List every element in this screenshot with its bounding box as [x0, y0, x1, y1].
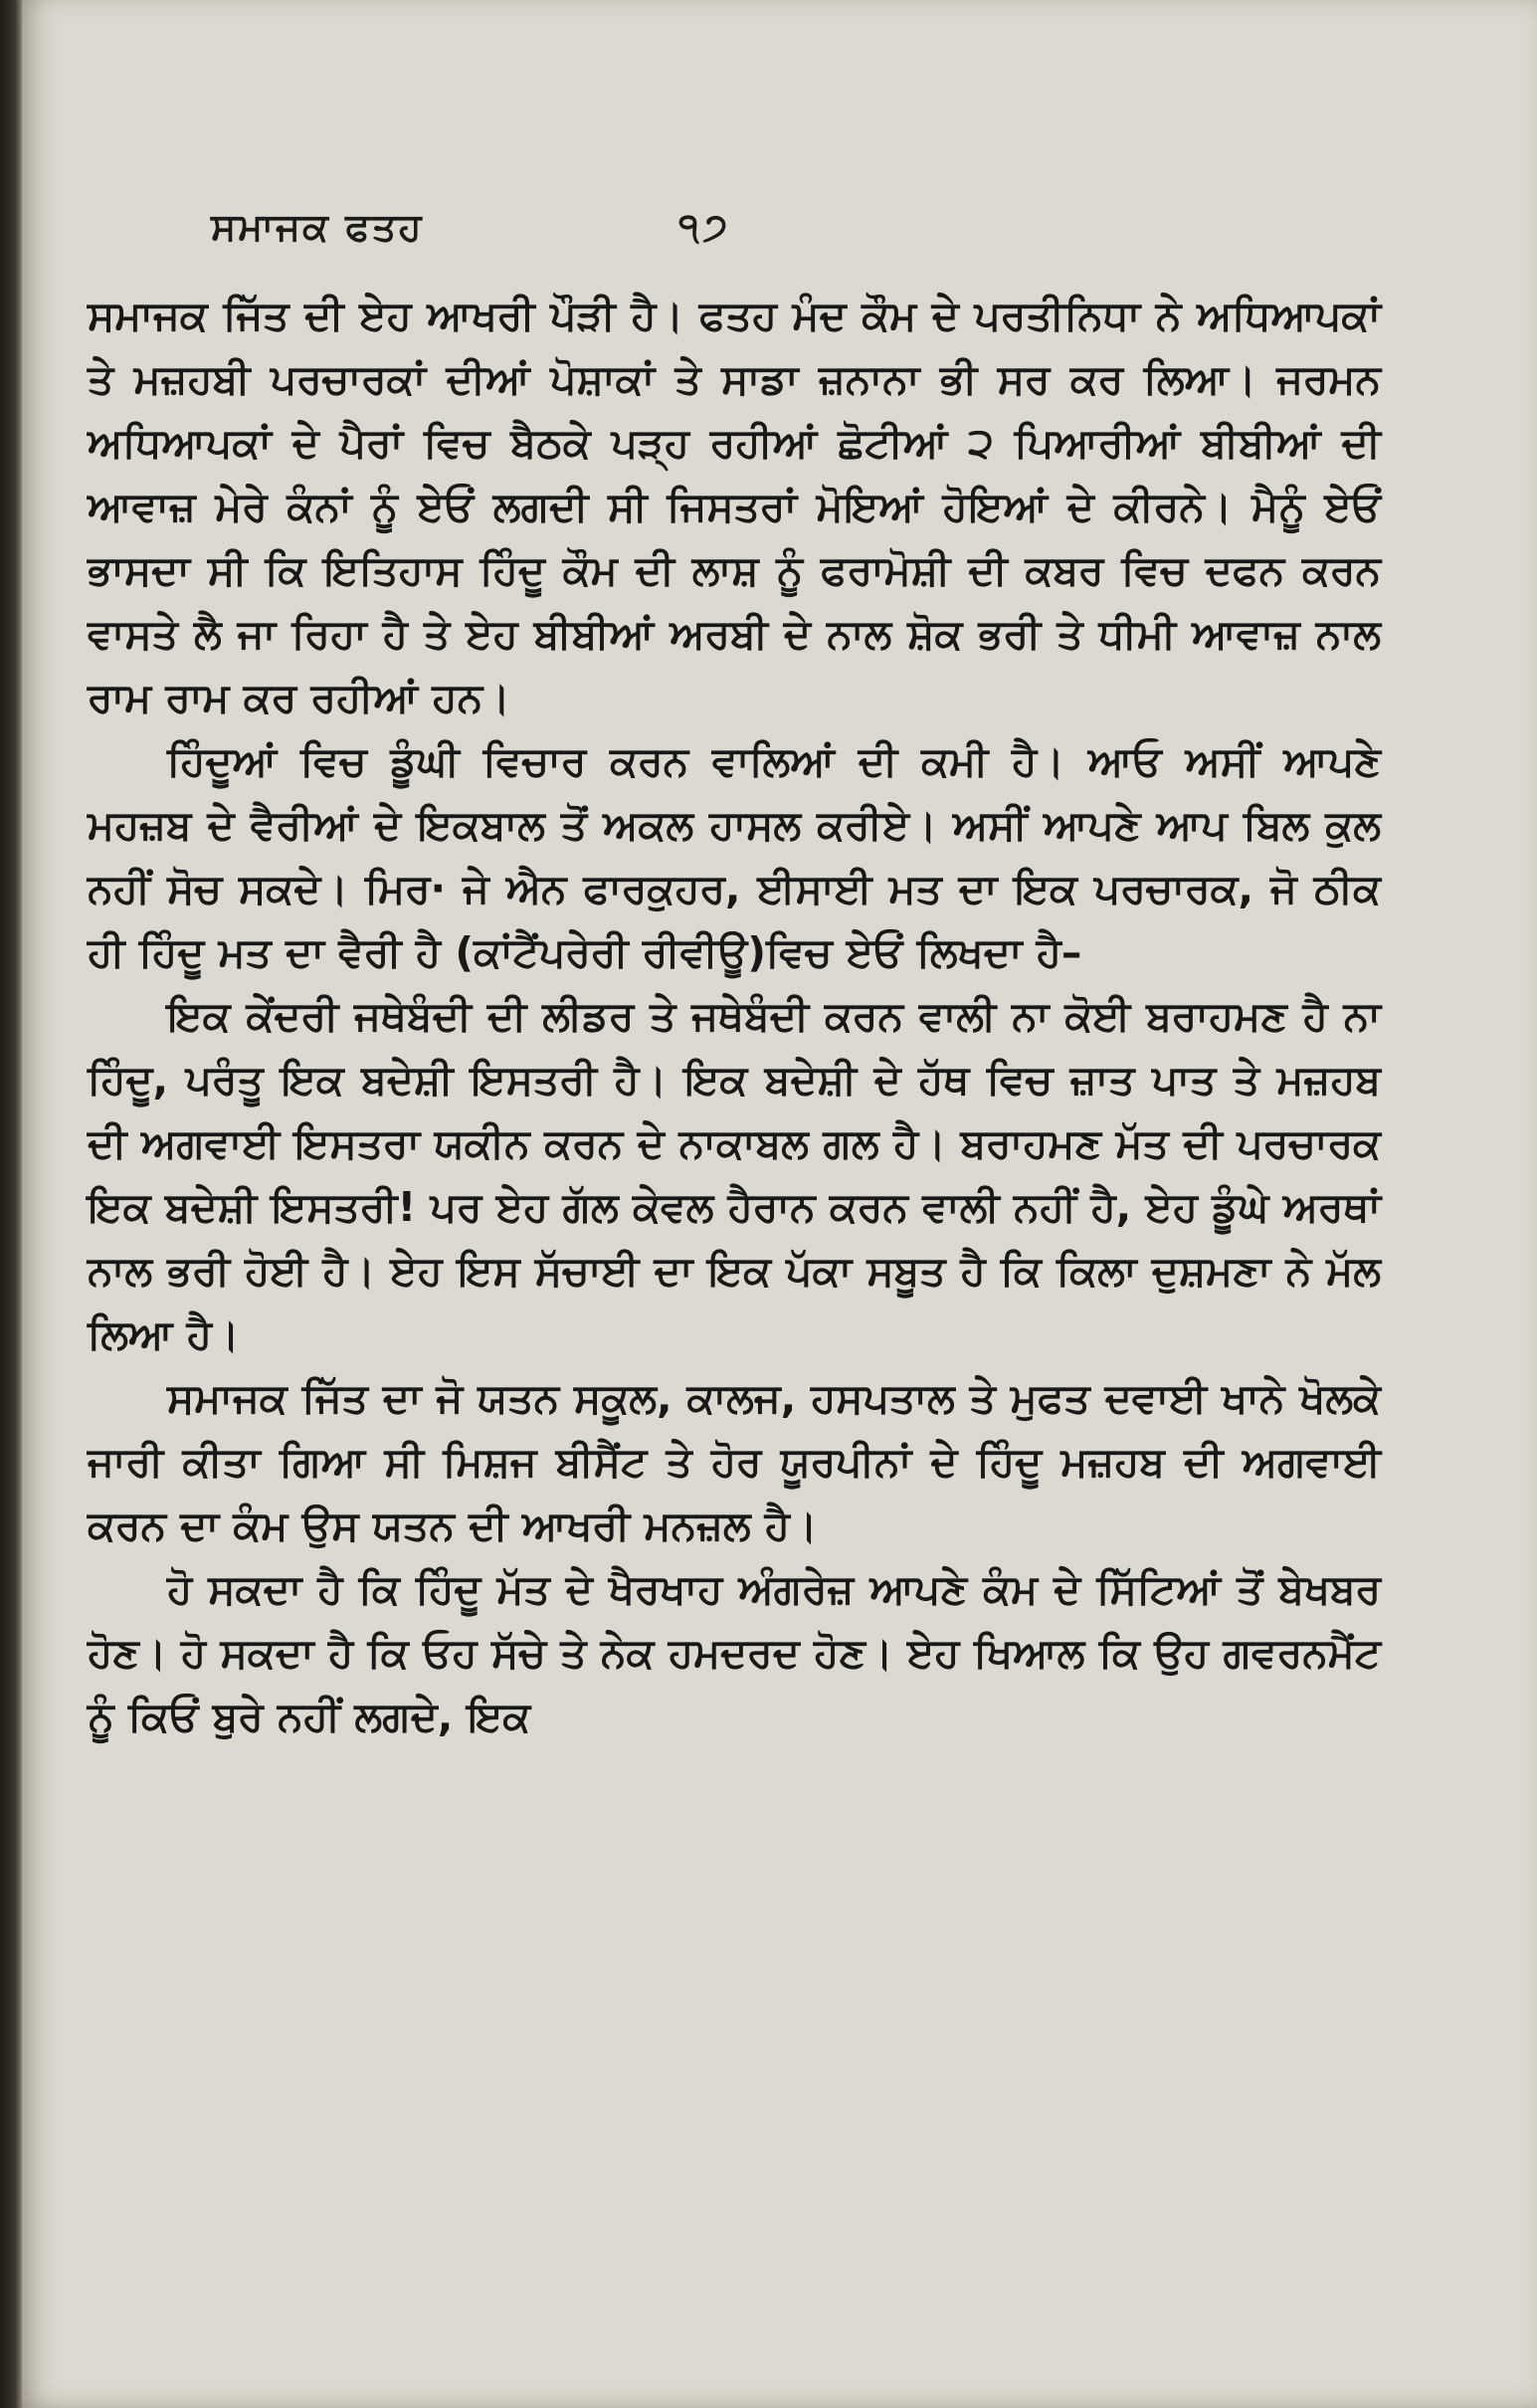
book-page: [22, 0, 1537, 2408]
body-text: [88, 284, 1381, 1748]
page-header: [211, 199, 828, 259]
running-title: ਸਮਾਜਕ ਫਤਹ: [211, 205, 424, 249]
paragraph-1: ਸਮਾਜਕ ਜਿੱਤ ਦੀ ਏਹ ਆਖਰੀ ਪੌੜੀ ਹੈ। ਫਤਹ ਮੰਦ ਕੌਮ ਦੇ ਪਰਤੀਨਿਧਾ ਨੇ ਅਧਿਆਪਕਾਂ ਤੇ ਮਜ਼ਹਬੀ ਪਰਚਾਰਕਾਂ ਦੀਆਂ ਪੋਸ਼ਾਕਾਂ ਤੇ ਸਾਡਾ ਜ਼ਨਾਨਾ ਭੀ ਸਰ ਕਰ ਲਿਆ। ਜਰਮਨ ਅਧਿਆਪਕਾਂ ਦੇ ਪੈਰਾਂ ਵਿਚ ਬੈਠਕੇ ਪੜ੍ਹ ਰਹੀਆਂ ਛੋਟੀਆਂ ੨ ਪਿਆਰੀਆਂ ਬੀਬੀਆਂ ਦੀ ਆਵਾਜ਼ ਮੇਰੇ ਕੰਨਾਂ ਨੂੰ ਏਓਂ ਲਗਦੀ ਸੀ ਜਿਸਤਰਾਂ ਮੋਇਆਂ ਹੋਇਆਂ ਦੇ ਕੀਰਨੇ। ਮੈਨੂੰ ਏਓਂ ਭਾਸਦਾ ਸੀ ਕਿ ਇਤਿਹਾਸ ਹਿੰਦੂ ਕੌਮ ਦੀ ਲਾਸ਼ ਨੂੰ ਫਰਾਮੋਸ਼ੀ ਦੀ ਕਬਰ ਵਿਚ ਦਫਨ ਕਰਨ ਵਾਸਤੇ ਲੈ ਜਾ ਰਿਹਾ ਹੈ ਤੇ ਏਹ ਬੀਬੀਆਂ ਅਰਬੀ ਦੇ ਨਾਲ ਸ਼ੋਕ ਭਰੀ ਤੇ ਧੀਮੀ ਆਵਾਜ਼ ਨਾਲ ਰਾਮ ਰਾਮ ਕਰ ਰਹੀਆਂ ਹਨ।: [88, 292, 1381, 721]
paragraph-4: ਸਮਾਜਕ ਜਿੱਤ ਦਾ ਜੋ ਯਤਨ ਸਕੂਲ, ਕਾਲਜ, ਹਸਪਤਾਲ ਤੇ ਮੁਫਤ ਦਵਾਈ ਖਾਨੇ ਖੋਲਕੇ ਜਾਰੀ ਕੀਤਾ ਗਿਆ ਸੀ ਮਿਸ਼ਜ ਬੀਸੈਂਟ ਤੇ ਹੋਰ ਯੂਰਪੀਨਾਂ ਦੇ ਹਿੰਦੂ ਮਜ਼ਹਬ ਦੀ ਅਗਵਾਈ ਕਰਨ ਦਾ ਕੰਮ ਉਸ ਯਤਨ ਦੀ ਆਖਰੀ ਮਨਜ਼ਲ ਹੈ।: [88, 1374, 1381, 1549]
page-number: ੧੭: [678, 205, 732, 249]
paragraph-2: ਹਿੰਦੂਆਂ ਵਿਚ ਡੂੰਘੀ ਵਿਚਾਰ ਕਰਨ ਵਾਲਿਆਂ ਦੀ ਕਮੀ ਹੈ। ਆਓ ਅਸੀਂ ਆਪਣੇ ਮਹਜ਼ਬ ਦੇ ਵੈਰੀਆਂ ਦੇ ਇਕਬਾਲ ਤੋਂ ਅਕਲ ਹਾਸਲ ਕਰੀਏ। ਅਸੀਂ ਆਪਣੇ ਆਪ ਬਿਲ ਕੁਲ ਨਹੀਂ ਸੋਚ ਸਕਦੇ। ਮਿਰ· ਜੇ ਐਨ ਫਾਰਕੁਹਰ, ਈਸਾਈ ਮਤ ਦਾ ਇਕ ਪਰਚਾਰਕ, ਜੋ ਠੀਕ ਹੀ ਹਿੰਦੂ ਮਤ ਦਾ ਵੈਰੀ ਹੈ (ਕਾਂਟੈਂਪਰੇਰੀ ਰੀਵੀਊ)ਵਿਚ ਏਓਂ ਲਿਖਦਾ ਹੈ–: [88, 737, 1381, 976]
paragraph-5: ਹੋ ਸਕਦਾ ਹੈ ਕਿ ਹਿੰਦੂ ਮੱਤ ਦੇ ਖੈਰਖਾਹ ਅੰਗਰੇਜ਼ ਆਪਣੇ ਕੰਮ ਦੇ ਸਿੱਟਿਆਂ ਤੋਂ ਬੇਖਬਰ ਹੋਣ। ਹੋ ਸਕਦਾ ਹੈ ਕਿ ਓਹ ਸੱਚੇ ਤੇ ਨੇਕ ਹਮਦਰਦ ਹੋਣ। ਏਹ ਖਿਆਲ ਕਿ ਉਹ ਗਵਰਨਮੈਂਟ ਨੂੰ ਕਿਓਂ ਬੁਰੇ ਨਹੀਂ ਲਗਦੇ, ਇਕ: [88, 1565, 1381, 1740]
paragraph-3: ਇਕ ਕੇਂਦਰੀ ਜਥੇਬੰਦੀ ਦੀ ਲੀਡਰ ਤੇ ਜਥੇਬੰਦੀ ਕਰਨ ਵਾਲੀ ਨਾ ਕੋਈ ਬਰਾਹਮਣ ਹੈ ਨਾ ਹਿੰਦੂ, ਪਰੰਤੂ ਇਕ ਬਦੇਸ਼ੀ ਇਸਤਰੀ ਹੈ। ਇਕ ਬਦੇਸ਼ੀ ਦੇ ਹੱਥ ਵਿਚ ਜ਼ਾਤ ਪਾਤ ਤੇ ਮਜ਼ਹਬ ਦੀ ਅਗਵਾਈ ਇਸਤਰਾ ਯਕੀਨ ਕਰਨ ਦੇ ਨਾਕਾਬਲ ਗਲ ਹੈ। ਬਰਾਹਮਣ ਮੱਤ ਦੀ ਪਰਚਾਰਕ ਇਕ ਬਦੇਸ਼ੀ ਇਸਤਰੀ! ਪਰ ਏਹ ਗੱਲ ਕੇਵਲ ਹੈਰਾਨ ਕਰਨ ਵਾਲੀ ਨਹੀਂ ਹੈ, ਏਹ ਡੂੰਘੇ ਅਰਥਾਂ ਨਾਲ ਭਰੀ ਹੋਈ ਹੈ। ਏਹ ਇਸ ਸੱਚਾਈ ਦਾ ਇਕ ਪੱਕਾ ਸਬੂਤ ਹੈ ਕਿ ਕਿਲਾ ਦੁਸ਼ਮਣਾ ਨੇ ਮੱਲ ਲਿਆ ਹੈ।: [88, 992, 1381, 1358]
book-spine-edge: [0, 0, 22, 2408]
